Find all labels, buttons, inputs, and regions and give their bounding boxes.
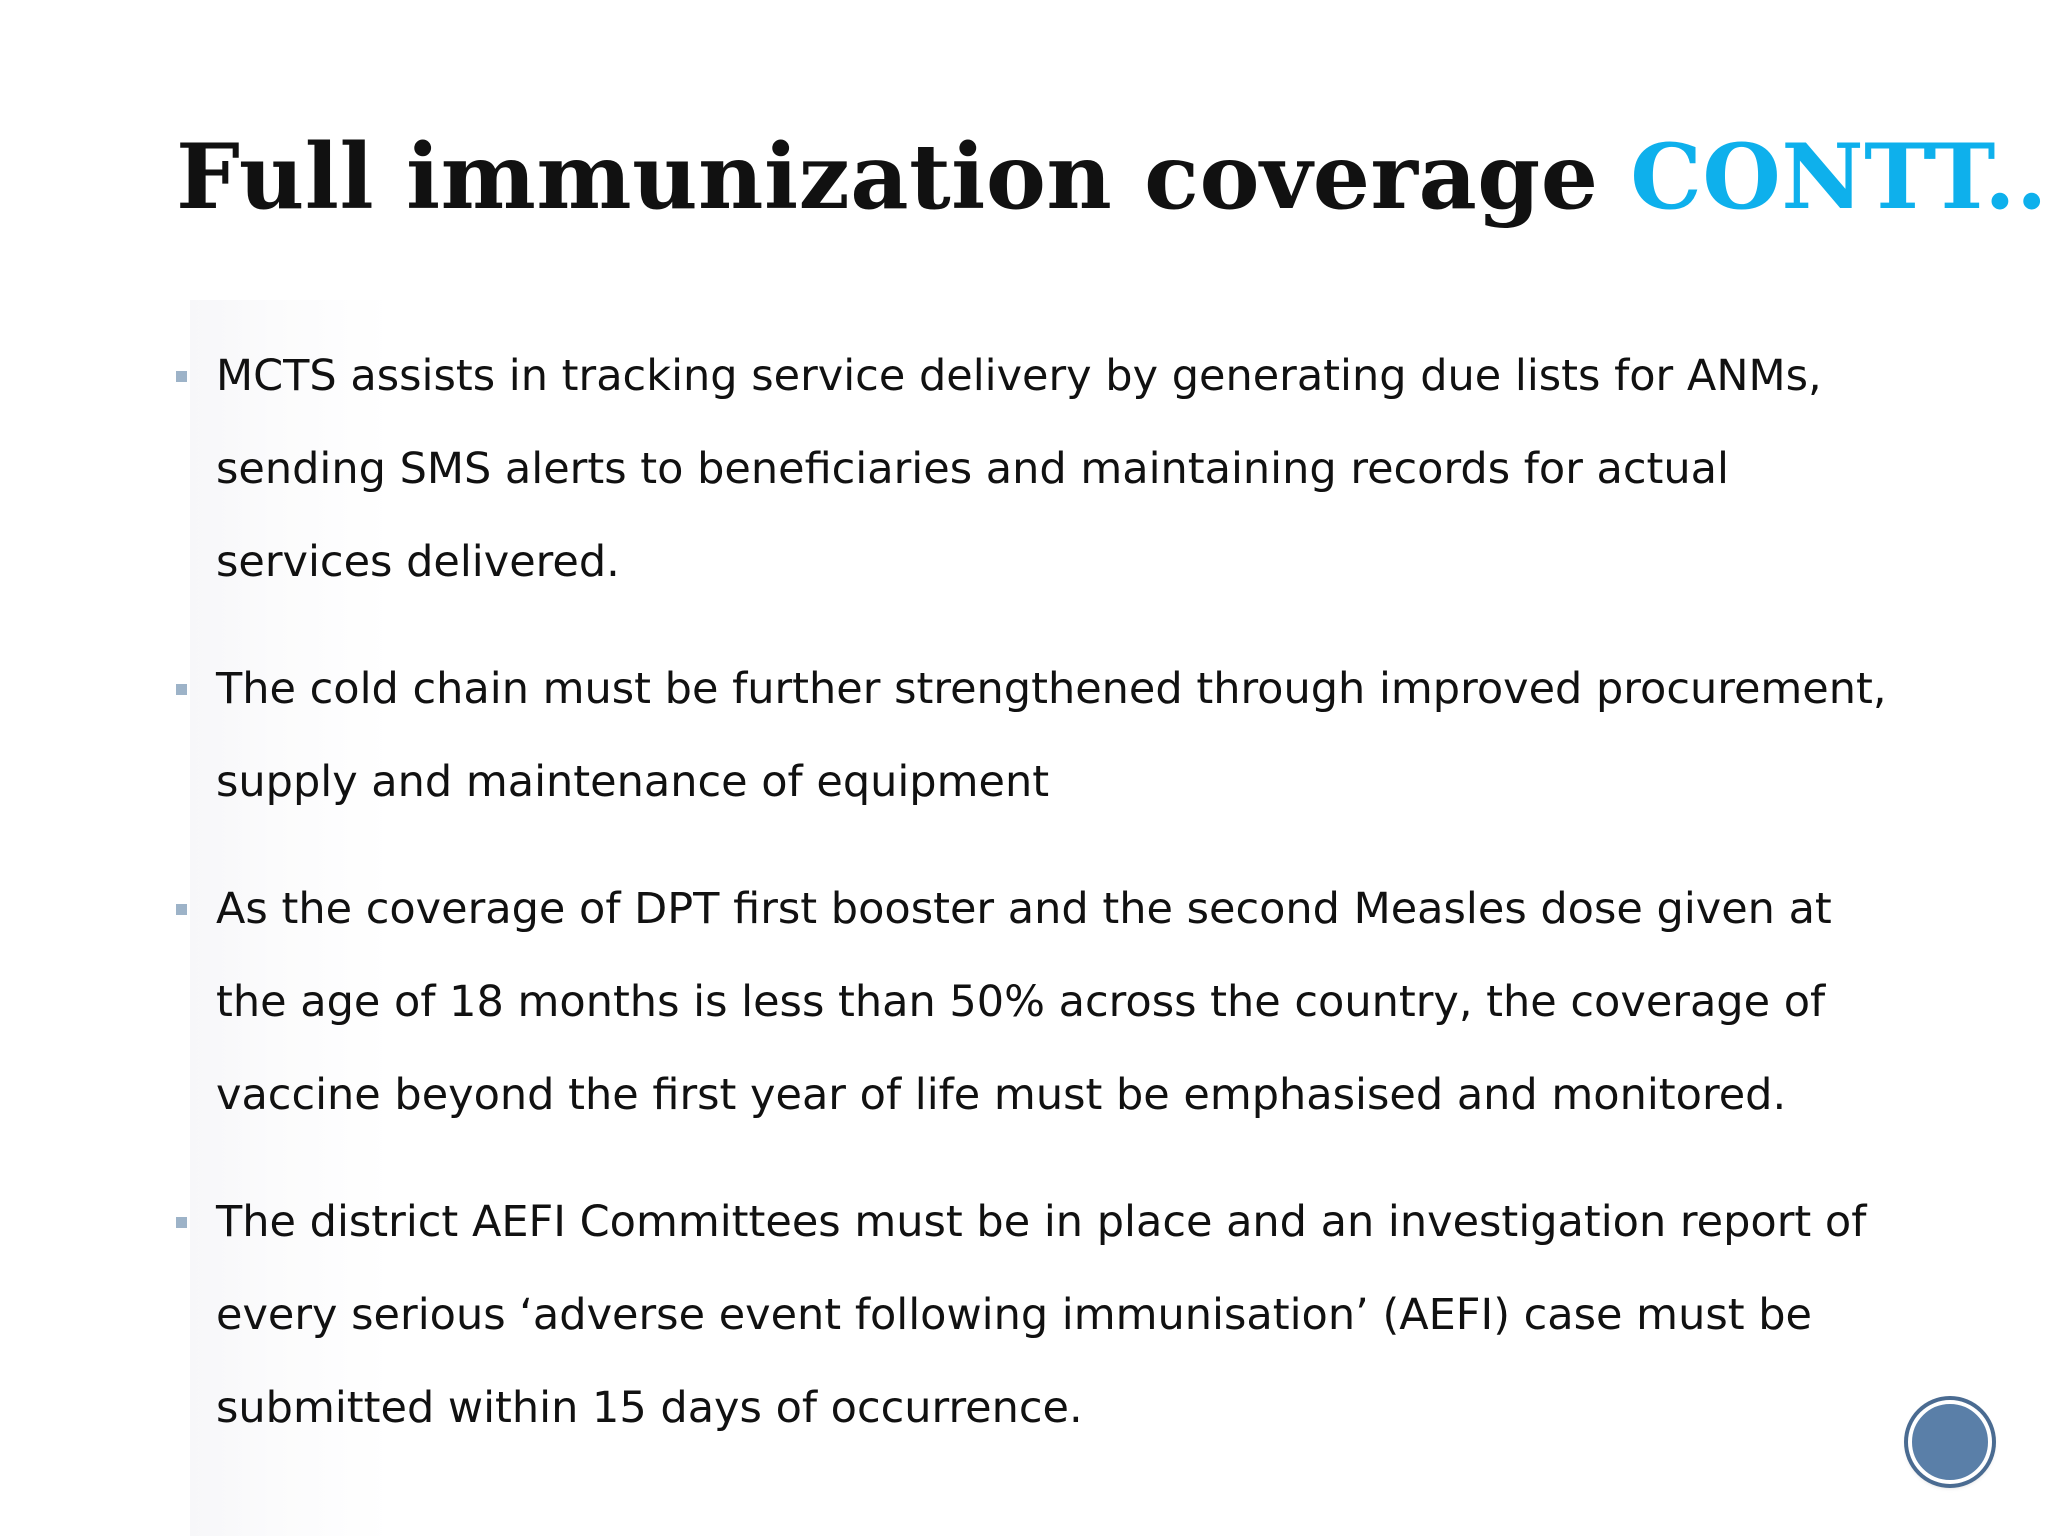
title-main: Full immunization coverage [176,124,1631,230]
square-bullet-icon [176,371,187,382]
square-bullet-icon [176,684,187,695]
circle-nav-button-icon[interactable] [1908,1400,1992,1484]
bullet-item [176,643,1896,829]
bullet-text: The cold chain must be further strengthened through improved procurement, supply and maintenance of equipment [216,664,1887,807]
bullet-text: As the coverage of DPT first booster and the second Measles dose given at the age of 18 months is less than 50% across the country, the coverage of vaccine beyond the first year of life must be emphasised and monitored. [216,884,1832,1120]
bullet-text: The district AEFI Committees must be in place and an investigation report of every serious ‘adverse event following immunisation’ (AEFI) case must be submitted within 15 days of occurrence. [216,1197,1867,1433]
bullet-item [176,1176,1896,1455]
bullet-item [176,863,1896,1142]
title-accent: CONTT.. [1630,124,2048,230]
bullet-text: MCTS assists in tracking service delivery by generating due lists for ANMs, sending SMS alerts to beneficiaries and maintaining records for actual services delivered. [216,351,1822,587]
square-bullet-icon [176,1217,187,1228]
slide-title [176,122,2048,232]
bullet-item [176,330,1896,609]
bullet-list [176,330,1896,1489]
square-bullet-icon [176,904,187,915]
